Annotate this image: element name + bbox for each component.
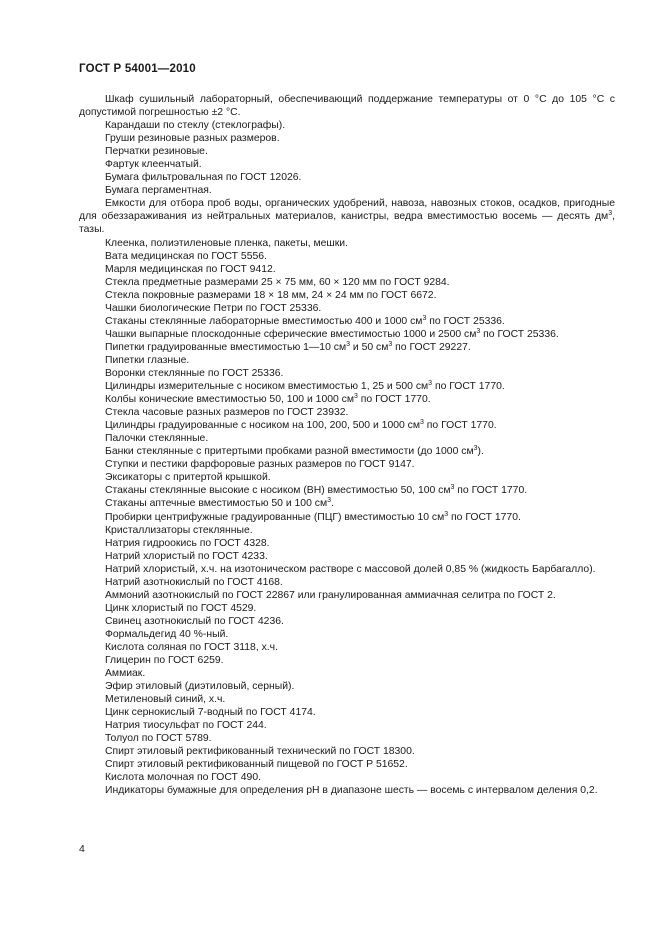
list-item: Стекла покровные размерами 18 × 18 мм, 24 × 24 мм по ГОСТ 6672. (105, 289, 437, 301)
list-item: Аммиак. (105, 668, 146, 680)
list-item: Чашки выпарные плоскодонные сферические вместимостью 1000 и 2500 $см^3$ по ГОСТ 25336. (105, 327, 559, 340)
list-item: Спирт этиловый ректификованный пищевой по ГОСТ Р 51652. (105, 759, 408, 771)
list-item: Палочки стеклянные. (105, 433, 209, 445)
list-item: Кристаллизаторы стеклянные. (105, 524, 253, 536)
list-item: Ступки и пестики фарфоровые разных размеров по ГОСТ 9147. (105, 459, 415, 471)
list-item: Метиленовый синий, х.ч. (105, 694, 226, 706)
list-item: Цилиндры измерительные с носиком вместимостью 1, 25 и 500 $см^3$ по ГОСТ 1770. (105, 380, 505, 393)
list-item: Вата медицинская по ГОСТ 5556. (105, 250, 267, 262)
list-item: Натрия гидроокись по ГОСТ 4328. (105, 537, 270, 549)
list-item: Аммоний азотнокислый по ГОСТ 22867 или гранулированная аммиачная селитра по ГОСТ 2. (105, 589, 556, 601)
list-item: Воронки стеклянные по ГОСТ 25336. (105, 367, 284, 379)
list-item: Стаканы стеклянные лабораторные вместимостью 400 и 1000 $см^3$ по ГОСТ 25336. (105, 314, 505, 327)
list-item: Марля медицинская по ГОСТ 9412. (105, 263, 276, 275)
list-item: Натрий хлористый по ГОСТ 4233. (105, 550, 268, 562)
list-item: Цилиндры градуированные с носиком на 100, 200, 500 и 1000 $см^3$ по ГОСТ 1770. (105, 419, 497, 432)
list-item: Емкости для отбора проб воды, органических удобрений, навоза, навозных стоков, осадков, пригодные для обеззараживания из нейтральных материалов, канистры, ведра вместимостью восемь — десять $дм^3$, тазы. (79, 198, 615, 236)
list-item: Стаканы стеклянные высокие с носиком (ВН) вместимостью 50, 100 $см^3$ по ГОСТ 1770. (105, 484, 528, 497)
list-item: Банки стеклянные с притертыми пробками разной вместимости (до 1000 $см^3$). (105, 445, 484, 458)
page-number: 4 (79, 844, 85, 855)
list-item: Бумага фильтровальная по ГОСТ 12026. (105, 172, 302, 184)
list-item: Стекла часовые разных размеров по ГОСТ 23932. (105, 407, 349, 419)
list-item: Колбы конические вместимостью 50, 100 и 1000 $см^3$ по ГОСТ 1770. (105, 393, 431, 406)
list-item: Пипетки градуированные вместимостью 1—10 $см^3$ и 50 $см^3$ по ГОСТ 29227. (105, 340, 471, 353)
list-item: Натрий хлористый, х.ч. на изотоническом растворе с массовой долей 0,85 % (жидкость Барбагалло). (105, 563, 596, 575)
list-item: Шкаф сушильный лабораторный, обеспечивающий поддержание температуры от 0 °С до 105 °С с допустимой погрешностью ±2 °С. (79, 94, 615, 119)
standard-header: ГОСТ Р 54001—2010 (79, 63, 196, 75)
list-item: Цинк хлористый по ГОСТ 4529. (105, 602, 257, 614)
list-item: Цинк сернокислый 7-водный по ГОСТ 4174. (105, 707, 316, 719)
list-item: Пробирки центрифужные градуированные (ПЦГ) вместимостью 10 $см^3$ по ГОСТ 1770. (105, 510, 521, 523)
list-item: Эксикаторы с притертой крышкой. (105, 472, 271, 484)
list-item: Стаканы аптечные вместимостью 50 и 100 $см^3$. (105, 497, 334, 510)
list-item: Толуол по ГОСТ 5789. (105, 733, 212, 745)
list-item: Фартук клеенчатый. (105, 159, 202, 171)
list-item: Глицерин по ГОСТ 6259. (105, 655, 224, 667)
list-item: Бумага пергаментная. (105, 185, 212, 197)
list-item: Формальдегид 40 %-ный. (105, 628, 229, 640)
list-item: Перчатки резиновые. (105, 146, 208, 158)
list-item: Индикаторы бумажные для определения pH в диапазоне шесть — восемь с интервалом деления 0,2. (105, 785, 598, 797)
list-item: Спирт этиловый ректификованный технический по ГОСТ 18300. (105, 746, 415, 758)
list-item: Чашки биологические Петри по ГОСТ 25336. (105, 302, 322, 314)
list-item: Кислота соляная по ГОСТ 3118, х.ч. (105, 641, 278, 653)
list-item: Пипетки глазные. (105, 354, 190, 366)
list-item: Стекла предметные размерами 25 × 75 мм, 60 × 120 мм по ГОСТ 9284. (105, 276, 450, 288)
list-item: Карандаши по стеклу (стеклографы). (105, 120, 286, 132)
list-item: Эфир этиловый (диэтиловый, серный). (105, 681, 295, 693)
equipment-list (79, 93, 615, 798)
list-item: Груши резиновые разных размеров. (105, 133, 280, 145)
list-item: Натрия тиосульфат по ГОСТ 244. (105, 720, 267, 732)
list-item: Натрий азотнокислый по ГОСТ 4168. (105, 576, 283, 588)
list-item: Клеенка, полиэтиленовые пленка, пакеты, мешки. (105, 237, 348, 249)
list-item: Кислота молочная по ГОСТ 490. (105, 772, 261, 784)
list-item: Свинец азотнокислый по ГОСТ 4236. (105, 615, 284, 627)
